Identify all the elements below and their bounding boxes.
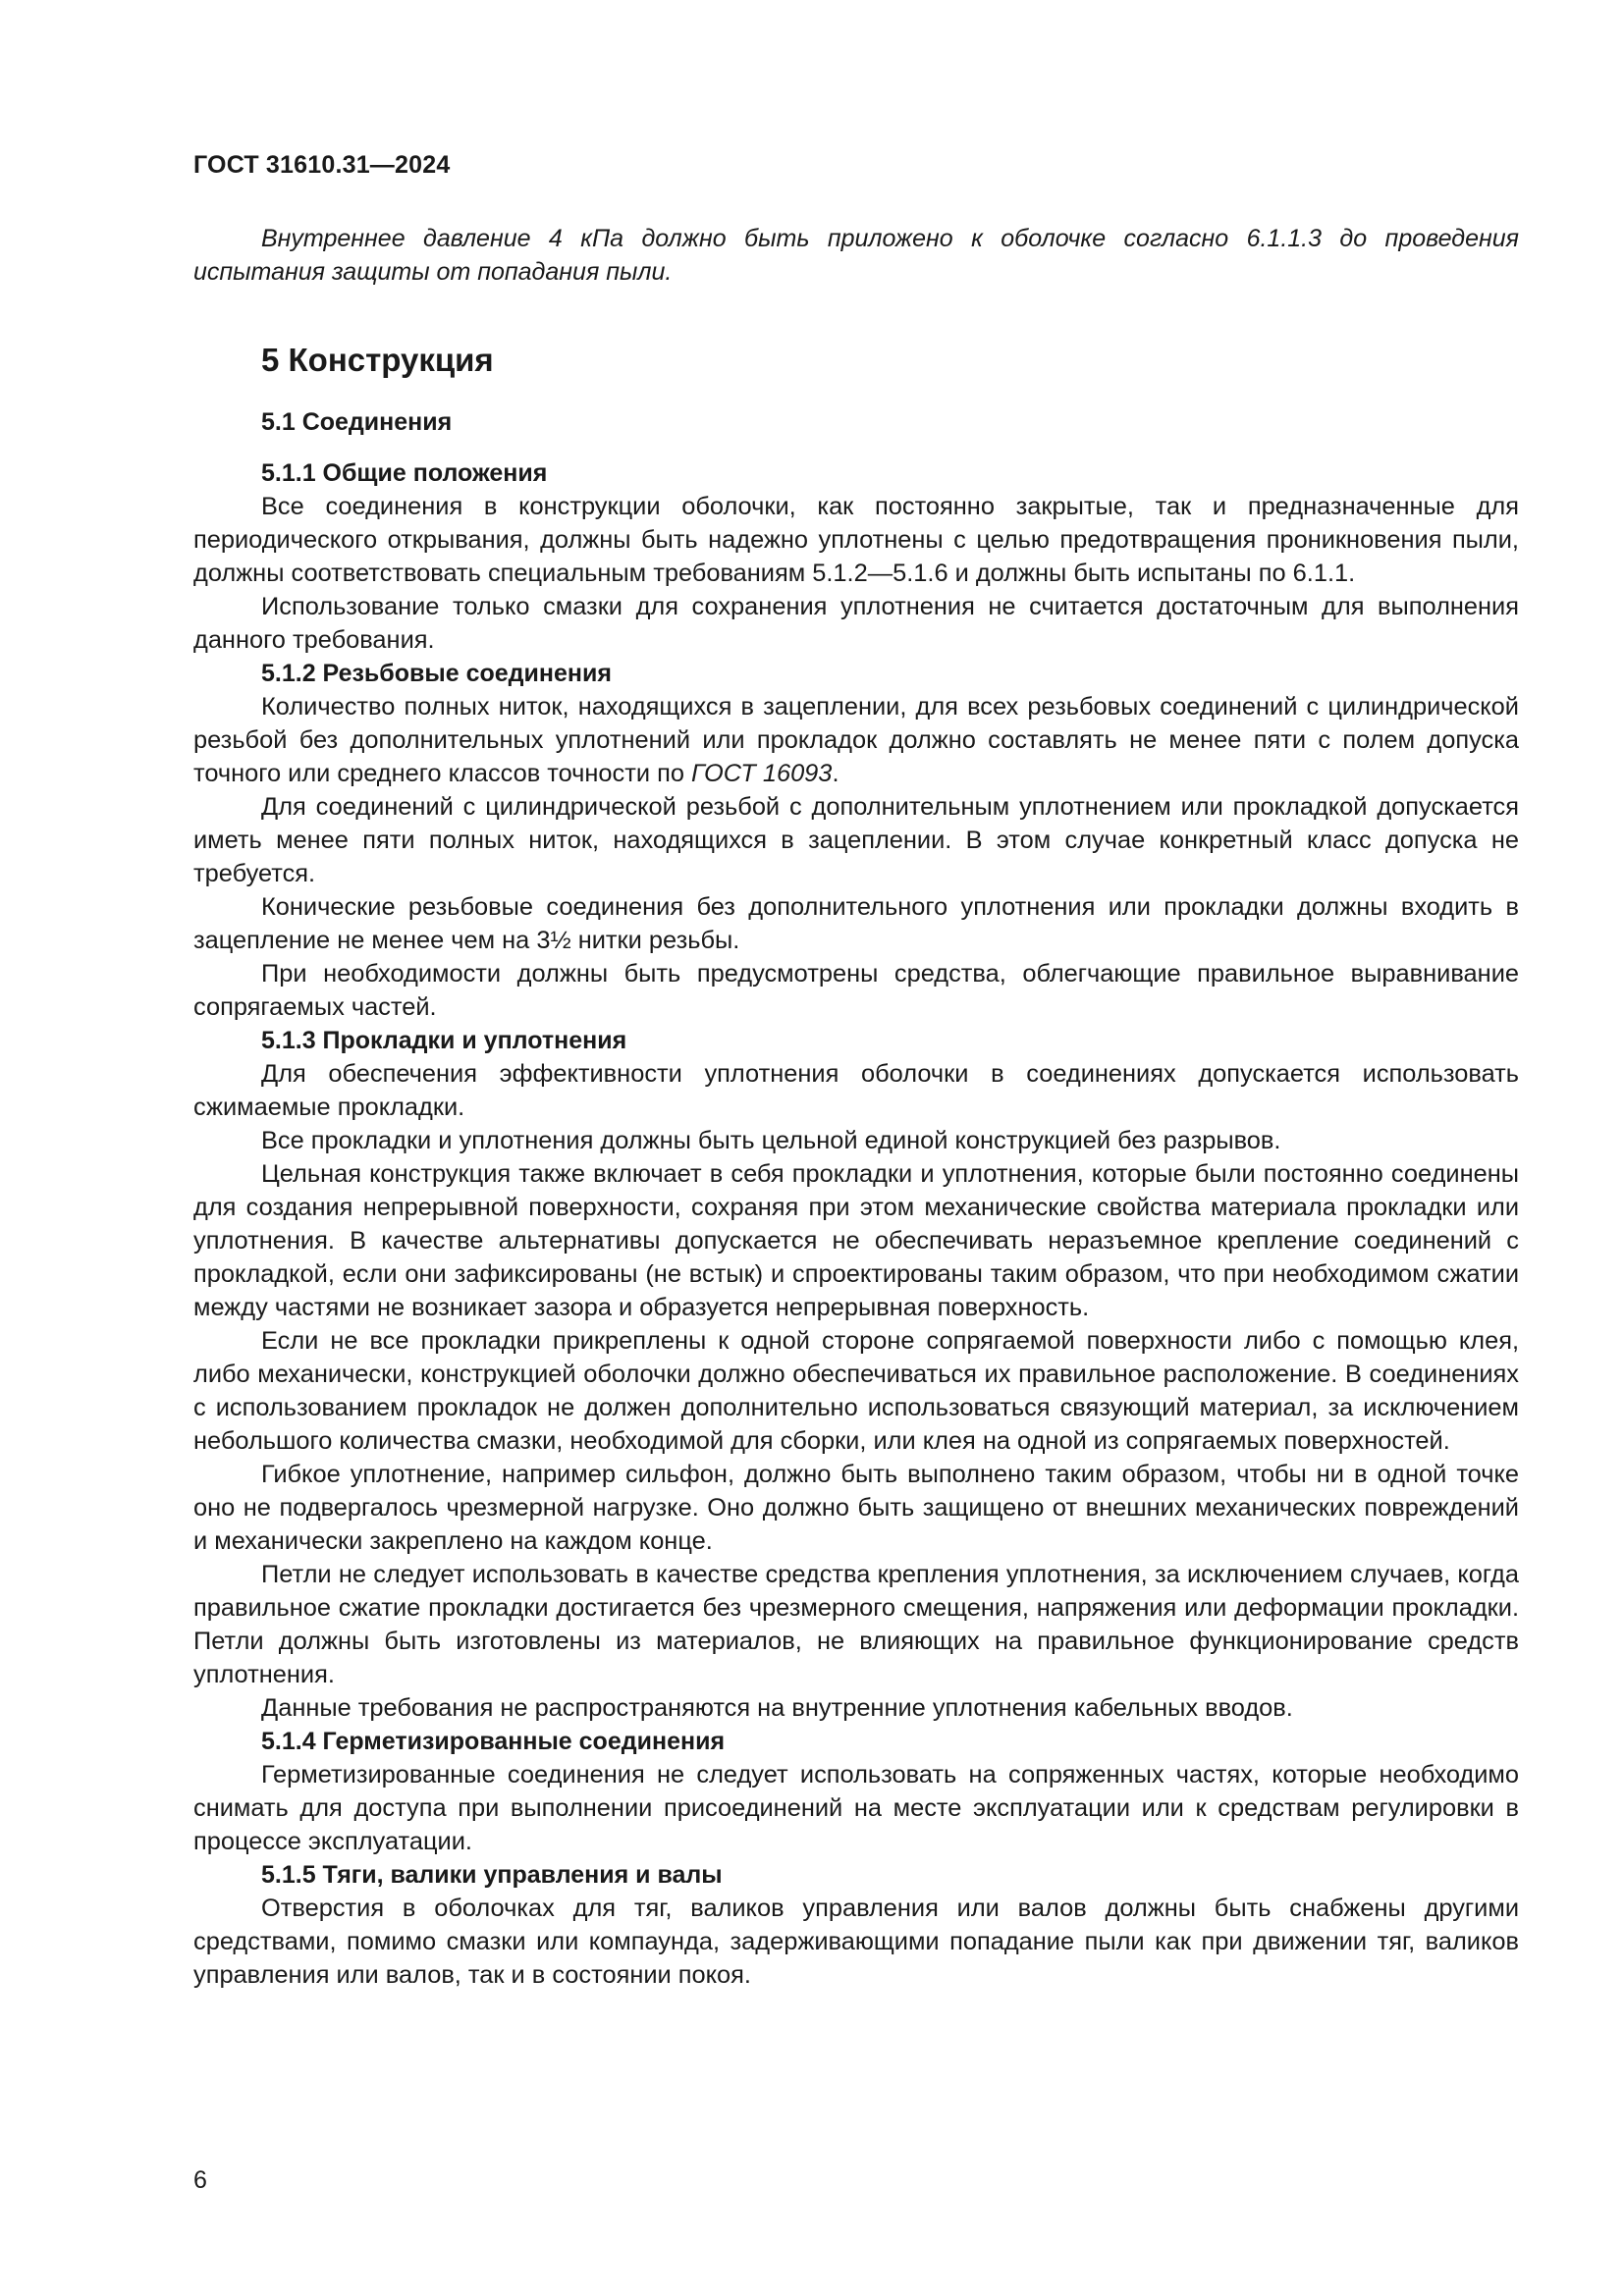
- paragraph: Цельная конструкция также включает в себя прокладки и уплотнения, которые были постоянно соединены для создания непрерывной поверхности, сохраняя при этом механические свойства материала прокладки или уплотнения. В качестве альтернативы допускается не обеспечивать неразъемное крепление соединений с прокладкой, если они зафиксированы (не встык) и спроектированы таким образом, что при необходимом сжатии между частями не возникает зазора и образуется непрерывная поверхность.: [193, 1160, 1519, 1321]
- paragraph: [193, 690, 1519, 790]
- document-body: [193, 222, 1519, 1992]
- clause-5-1-4-title: 5.1.4 Герметизированные соединения: [261, 1728, 726, 1755]
- clause-5-1-1-title: 5.1.1 Общие положения: [261, 459, 548, 487]
- paragraph: Конические резьбовые соединения без дополнительного уплотнения или прокладки должны входить в зацепление не менее чем на 3½ нитки резьбы.: [193, 893, 1519, 954]
- subsection-5-1-title: 5.1 Соединения: [261, 408, 453, 436]
- paragraph: Петли не следует использовать в качестве средства крепления уплотнения, за исключением случаев, когда правильное сжатие прокладки достигается без чрезмерного смещения, напряжения или деформации прокладки. Петли должны быть изготовлены из материалов, не влияющих на правильное функционирование средств уплотнения.: [193, 1561, 1519, 1688]
- paragraph: Использование только смазки для сохранения уплотнения не считается достаточным для выполнения данного требования.: [193, 593, 1519, 654]
- paragraph: При необходимости должны быть предусмотрены средства, облегчающие правильное выравнивание сопрягаемых частей.: [193, 960, 1519, 1021]
- intro-paragraph: Внутреннее давление 4 кПа должно быть приложено к оболочке согласно 6.1.1.3 до проведения испытания защиты от попадания пыли.: [193, 225, 1519, 286]
- paragraph: Данные требования не распространяются на внутренние уплотнения кабельных вводов.: [261, 1694, 1293, 1722]
- standard-reference: ГОСТ 16093: [691, 760, 833, 787]
- paragraph: Все прокладки и уплотнения должны быть цельной единой конструкцией без разрывов.: [261, 1127, 1281, 1154]
- paragraph: Если не все прокладки прикреплены к одной стороне сопрягаемой поверхности либо с помощью клея, либо механически, конструкцией оболочки должно обеспечиваться их правильное расположение. В соединениях с использованием прокладок не должен дополнительно использоваться связующий материал, за исключением небольшого количества смазки, необходимой для сборки, или клея на одной из сопрягаемых поверхностей.: [193, 1327, 1519, 1455]
- clause-5-1-2-title: 5.1.2 Резьбовые соединения: [261, 660, 612, 687]
- page-number: 6: [193, 2166, 207, 2194]
- document-code-header: ГОСТ 31610.31—2024: [193, 151, 451, 179]
- clause-5-1-3-title: 5.1.3 Прокладки и уплотнения: [261, 1027, 627, 1054]
- paragraph-text: Количество полных ниток, находящихся в зацеплении, для всех резьбовых соединений с цилиндрической резьбой без дополнительных уплотнений или прокладок должно составлять не менее пяти с полем допуска точного или среднего классов точности по: [193, 693, 1519, 787]
- clause-5-1-5-title: 5.1.5 Тяги, валики управления и валы: [261, 1861, 723, 1889]
- paragraph: Для соединений с цилиндрической резьбой с дополнительным уплотнением или прокладкой допускается иметь менее пяти полных ниток, находящихся в зацеплении. В этом случае конкретный класс допуска не требуется.: [193, 793, 1519, 887]
- paragraph: Гибкое уплотнение, например сильфон, должно быть выполнено таким образом, чтобы ни в одной точке оно не подвергалось чрезмерной нагрузке. Оно должно быть защищено от внешних механических повреждений и механически закреплено на каждом конце.: [193, 1461, 1519, 1555]
- paragraph-text-end: .: [832, 760, 839, 787]
- paragraph: Отверстия в оболочках для тяг, валиков управления или валов должны быть снабжены другими средствами, помимо смазки или компаунда, задерживающими попадание пыли как при движении тяг, валиков управления или валов, так и в состоянии покоя.: [193, 1895, 1519, 1989]
- paragraph: Герметизированные соединения не следует использовать на сопряженных частях, которые необходимо снимать для доступа при выполнении присоединений на месте эксплуатации или к средствам регулировки в процессе эксплуатации.: [193, 1761, 1519, 1855]
- section-title: 5 Конструкция: [261, 342, 494, 378]
- paragraph: Для обеспечения эффективности уплотнения оболочки в соединениях допускается использовать сжимаемые прокладки.: [193, 1060, 1519, 1121]
- paragraph: Все соединения в конструкции оболочки, как постоянно закрытые, так и предназначенные для периодического открывания, должны быть надежно уплотнены с целью предотвращения проникновения пыли, должны соответствовать специальным требованиям 5.1.2—5.1.6 и должны быть испытаны по 6.1.1.: [193, 493, 1519, 587]
